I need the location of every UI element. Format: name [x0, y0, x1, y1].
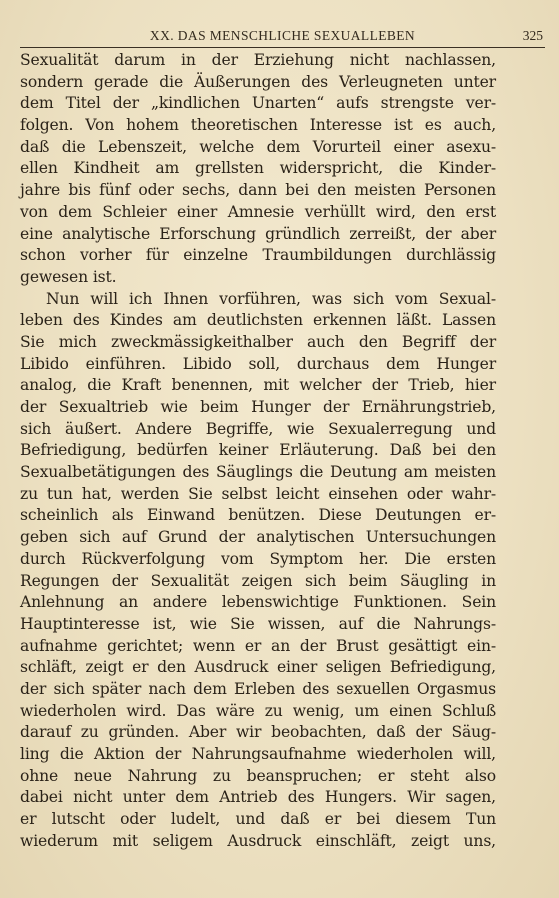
text-line: leben des Kindes am deutlichsten erkennen läßt. Lassen: [20, 311, 496, 330]
text-line: jahre bis fünf oder sechs, dann bei den meisten Personen: [20, 181, 496, 200]
text-line: scheinlich als Einwand benützen. Diese Deutungen er-: [20, 506, 496, 525]
text-line: er lutscht oder ludelt, und daß er bei diesem Tun: [20, 810, 496, 829]
running-head: [20, 25, 545, 48]
text-line: Anlehnung an andere lebenswichtige Funktionen. Sein: [20, 593, 496, 612]
text-line: daß die Lebenszeit, welche dem Vorurteil einer asexu-: [20, 137, 496, 156]
page-number: 325: [522, 28, 543, 43]
text-line: aufnahme gerichtet; wenn er an der Brust gesättigt ein-: [20, 636, 496, 655]
text-line: darauf zu gründen. Aber wir beobachten, daß der Säug-: [20, 723, 496, 742]
text-line: ellen Kindheit am grellsten widerspricht, die Kinder-: [20, 159, 496, 178]
text-line: Sexualität darum in der Erziehung nicht nachlassen,: [20, 51, 496, 69]
text-line: schon vorher für einzelne Traumbildungen durchlässig: [20, 246, 496, 265]
text-line: von dem Schleier einer Amnesie verhüllt wird, den erst: [20, 202, 496, 221]
text-line: Hauptinteresse ist, wie Sie wissen, auf die Nahrungs-: [20, 614, 496, 633]
text-line: dabei nicht unter dem Antrieb des Hungers. Wir sagen,: [20, 788, 496, 807]
text-line: sondern gerade die Äußerungen des Verleugneten unter: [20, 72, 496, 91]
paragraph-end-line: gewesen ist.: [20, 267, 117, 286]
paragraph-start-line: Nun will ich Ihnen vorführen, was sich vom Sexual-: [46, 289, 496, 308]
text-line: durch Rückverfolgung vom Symptom her. Die ersten: [20, 549, 496, 568]
text-line: eine analytische Erforschung gründlich zerreißt, der aber: [20, 224, 496, 243]
text-line: dem Titel der „kindlichen Unarten“ aufs strengste ver-: [20, 94, 496, 113]
text-line: analog, die Kraft benennen, mit welcher der Trieb, hier: [20, 376, 496, 395]
text-line: ling die Aktion der Nahrungsaufnahme wiederholen will,: [20, 745, 496, 763]
text-line: sich äußert. Andere Begriffe, wie Sexualerregung und: [20, 419, 496, 438]
text-line: der Sexualtrieb wie beim Hunger der Ernährungstrieb,: [20, 398, 496, 416]
text-line: Regungen der Sexualität zeigen sich beim Säugling in: [20, 571, 496, 590]
text-line: wiederum mit seligem Ausdruck einschläft, zeigt uns,: [20, 831, 496, 850]
text-line: folgen. Von hohem theoretischen Interesse ist es auch,: [20, 116, 496, 135]
chapter-title: XX. DAS MENSCHLICHE SEXUALLEBEN: [149, 28, 416, 43]
text-line: schläft, zeigt er den Ausdruck einer seligen Befriedigung,: [20, 658, 496, 677]
text-line: ohne neue Nahrung zu beanspruchen; er steht also: [20, 766, 496, 785]
text-line: der sich später nach dem Erleben des sexuellen Orgasmus: [20, 679, 496, 698]
text-line: wiederholen wird. Das wäre zu wenig, um einen Schluß: [20, 701, 496, 720]
body-text: [20, 50, 496, 852]
text-line: Sie mich zweckmässigkeithalber auch den Begriff der: [20, 332, 496, 351]
text-line: Libido einführen. Libido soll, durchaus dem Hunger: [20, 354, 496, 373]
text-line: zu tun hat, werden Sie selbst leicht einsehen oder wahr-: [20, 484, 496, 503]
text-line: Sexualbetätigungen des Säuglings die Deutung am meisten: [20, 463, 496, 482]
text-line: geben sich auf Grund der analytischen Untersuchungen: [20, 528, 496, 547]
text-line: Befriedigung, bedürfen keiner Erläuterung. Daß bei den: [20, 441, 496, 460]
